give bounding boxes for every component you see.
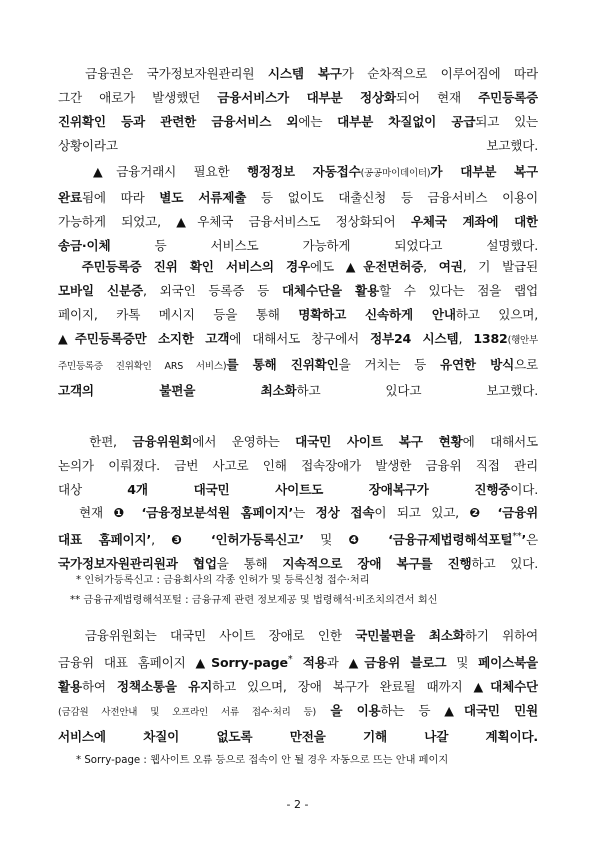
text-line: 금융위원회는 대국민 사이트 장애로 인한 국민불편을 최소화하기 위하여 [84, 628, 538, 643]
text-line: ▲금융거래시 필요한 행정정보 자동접수(공공마이데이터)가 대부분 복구 [93, 164, 538, 179]
text-line: 현재 ❶ ‘금융정보분석원 홈페이지’는 정상 접속이 되고 있고, ❷ ‘금융위 [79, 505, 538, 520]
text-line: 페이지, 카톡 메시지 등을 통해 명확하고 신속하게 안내하고 있으며, [58, 307, 538, 322]
paragraph-system-recovery [58, 62, 538, 158]
text-line: 대표 홈페이지’, ❸ ‘인허가등록신고’ 및 ❹ ‘금융규제법령해석포털**’은 [58, 531, 538, 548]
paragraph-fsc-sites [58, 430, 538, 502]
paragraph-fsc-plan [58, 624, 538, 749]
text-line: 완료됨에 따라 별도 서류제출 등 없이도 대출신청 등 금융서비스 이용이 [58, 190, 538, 205]
text-line: ▲주민등록증만 소지한 고객에 대해서도 창구에서 정부24 시스템, 1382(행안부 [58, 331, 538, 346]
text-line: 상황이라고 보고했다. [58, 138, 538, 153]
text-line: 대상 4개 대국민 사이트도 장애복구가 진행중이다. [58, 482, 538, 497]
text-line: 고객의 불편을 최소화하고 있다고 보고했다. [58, 383, 538, 398]
text-line: 모바일 신분증, 외국인 등록증 등 대체수단을 활용할 수 있다는 점을 랩업 [58, 283, 538, 298]
footnote-sorry-page: * Sorry-page : 웹사이트 오류 등으로 접속이 안 될 경우 자동으로 뜨는 안내 페이지 [76, 755, 449, 766]
text-line: 금융위 대표 홈페이지 ▲Sorry-page* 적용과 ▲금융위 블로그 및 페이스북을 [58, 654, 538, 671]
paragraph-id-verification [58, 255, 538, 403]
text-line: 주민등록증 진위확인 ARS 서비스)를 통해 진위확인을 거치는 등 유연한 방식으로 [58, 357, 538, 372]
text-line: 진위확인 등과 관련한 금융서비스 외에는 대부분 차질없이 공급되고 있는 [58, 114, 538, 129]
text-line: 주민등록증 진위 확인 서비스의 경우에도 ▲운전면허증, 여권, 기 발급된 [81, 259, 538, 274]
text-line: 서비스에 차질이 없도록 만전을 기해 나갈 계획이다. [58, 729, 538, 745]
paragraph-site-status [58, 501, 538, 576]
text-line: 그간 애로가 발생했던 금융서비스가 대부분 정상화되어 현재 주민등록증 [58, 90, 538, 105]
text-line: 논의가 이뤄졌다. 금번 사고로 인해 접속장애가 발생한 금융위 직접 관리 [58, 458, 538, 473]
page-number: - 2 - [286, 798, 309, 811]
text-line: 활용하여 정책소통을 유지하고 있으며, 장애 복구가 완료될 때까지 ▲대체수단 [58, 679, 538, 695]
footnote-regulation-portal: ** 금융규제법령해석포털 : 금융규제 관련 정보제공 및 법령해석·비조치의견서 회신 [70, 595, 438, 606]
text-line: 국가정보자원관리원과 협업을 통해 지속적으로 장애 복구를 진행하고 있다. [58, 556, 538, 572]
text-line: 가능하게 되었고, ▲우체국 금융서비스도 정상화되어 우체국 계좌에 대한 [58, 214, 538, 229]
text-line: 한편, 금융위원회에서 운영하는 대국민 사이트 복구 현황에 대해서도 [89, 434, 538, 449]
footnote-permit: * 인허가등록신고 : 금융회사의 각종 인허가 및 등록신청 접수·처리 [76, 575, 370, 586]
text-line: 송금·이체 등 서비스도 가능하게 되었다고 설명했다. [58, 238, 538, 253]
text-line: (금감원 사전안내 및 오프라인 서류 접수·처리 등) 을 이용하는 등 ▲대국민 민원 [58, 703, 538, 719]
paragraph-admin-info [58, 160, 538, 258]
text-line: 금융권은 국가정보자원관리원 시스템 복구가 순차적으로 이루어짐에 따라 [85, 66, 538, 81]
